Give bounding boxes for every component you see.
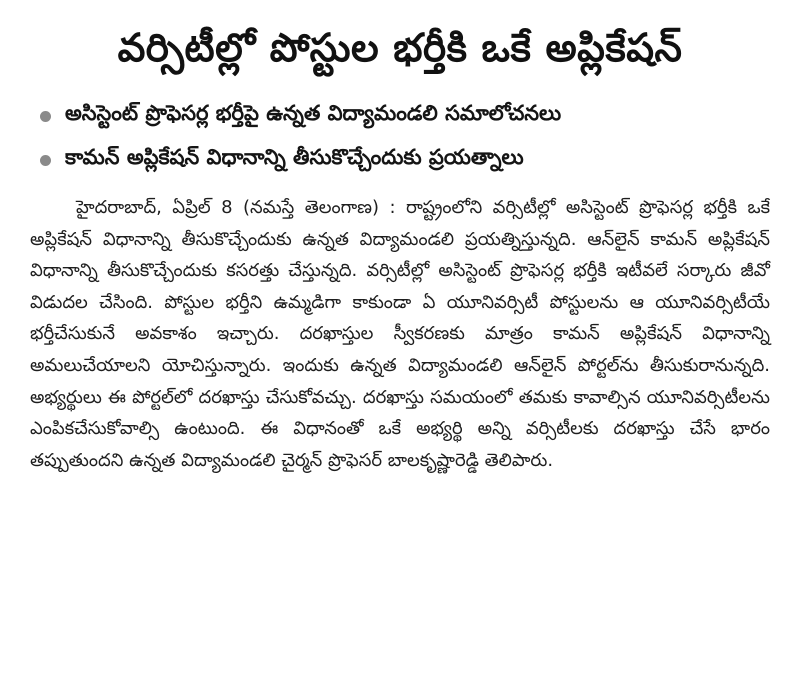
subheading-text: కామన్ అప్లికేషన్ విధానాన్ని తీసుకొచ్చేందుకు ప్రయత్నాలు: [65, 145, 524, 169]
bullet-dot-icon: [40, 111, 51, 122]
bullet-dot-icon: [40, 155, 51, 166]
subheading-item: [30, 94, 770, 138]
headline: వర్సిటీల్లో పోస్టుల భర్తీకి ఒకే అప్లికేషన్: [117, 26, 683, 71]
subheading-list: [30, 94, 770, 182]
subheading-item: [30, 138, 770, 182]
subheading-text: అసిస్టెంట్ ప్రొఫెసర్ల భర్తీపై ఉన్నత విద్యామండలి సమాలోచనలు: [65, 101, 562, 125]
article-body: హైదరాబాద్, ఏప్రిల్ 8 (నమస్తే తెలంగాణ) : రాష్ట్రంలోని వర్సిటీల్లో అసిస్టెంట్ ప్రొఫెసర్ల భర్తీకి ఒకే అప్లికేషన్ విధానాన్ని తీసుకొచ్చేందుకు ఉన్నత విద్యామండలి ప్రయత్నిస్తున్నది. ఆన్‌లైన్ కామన్ అప్లికేషన్ విధానాన్ని తీసుకొచ్చేందుకు కసరత్తు చేస్తున్నది. వర్సిటీల్లో అసిస్టెంట్ ప్రొఫెసర్ల భర్తీకి ఇటీవలే సర్కారు జీవో విడుదల చేసింది. పోస్టుల భర్తీని ఉమ్మడిగా కాకుండా ఏ యూనివర్సిటీ పోస్టులను ఆ యూనివర్సిటీయే భర్తీచేసుకునే అవకాశం ఇచ్చారు. దరఖాస్తుల స్వీకరణకు మాత్రం కామన్ అప్లికేషన్ విధానాన్ని అమలుచేయాలని యోచిస్తున్నారు. ఇందుకు ఉన్నత విద్యామండలి ఆన్‌లైన్ పోర్టల్‌ను తీసుకురానున్నది. అభ్యర్థులు ఈ పోర్టల్‌లో దరఖాస్తు చేసుకోవచ్చు. దరఖాస్తు సమయంలో తమకు కావాల్సిన యూనివర్సిటీలను ఎంపికచేసుకోవాల్సి ఉంటుంది. ఈ విధానంతో ఒకే అభ్యర్థి అన్ని వర్సిటీలకు దరఖాస్తు చేసే భారం తప్పుతుందని ఉన్నత విద్యామండలి చైర్మన్ ప్రొఫెసర్ బాలకృష్ణారెడ్డి తెలిపారు.: [30, 197, 770, 471]
